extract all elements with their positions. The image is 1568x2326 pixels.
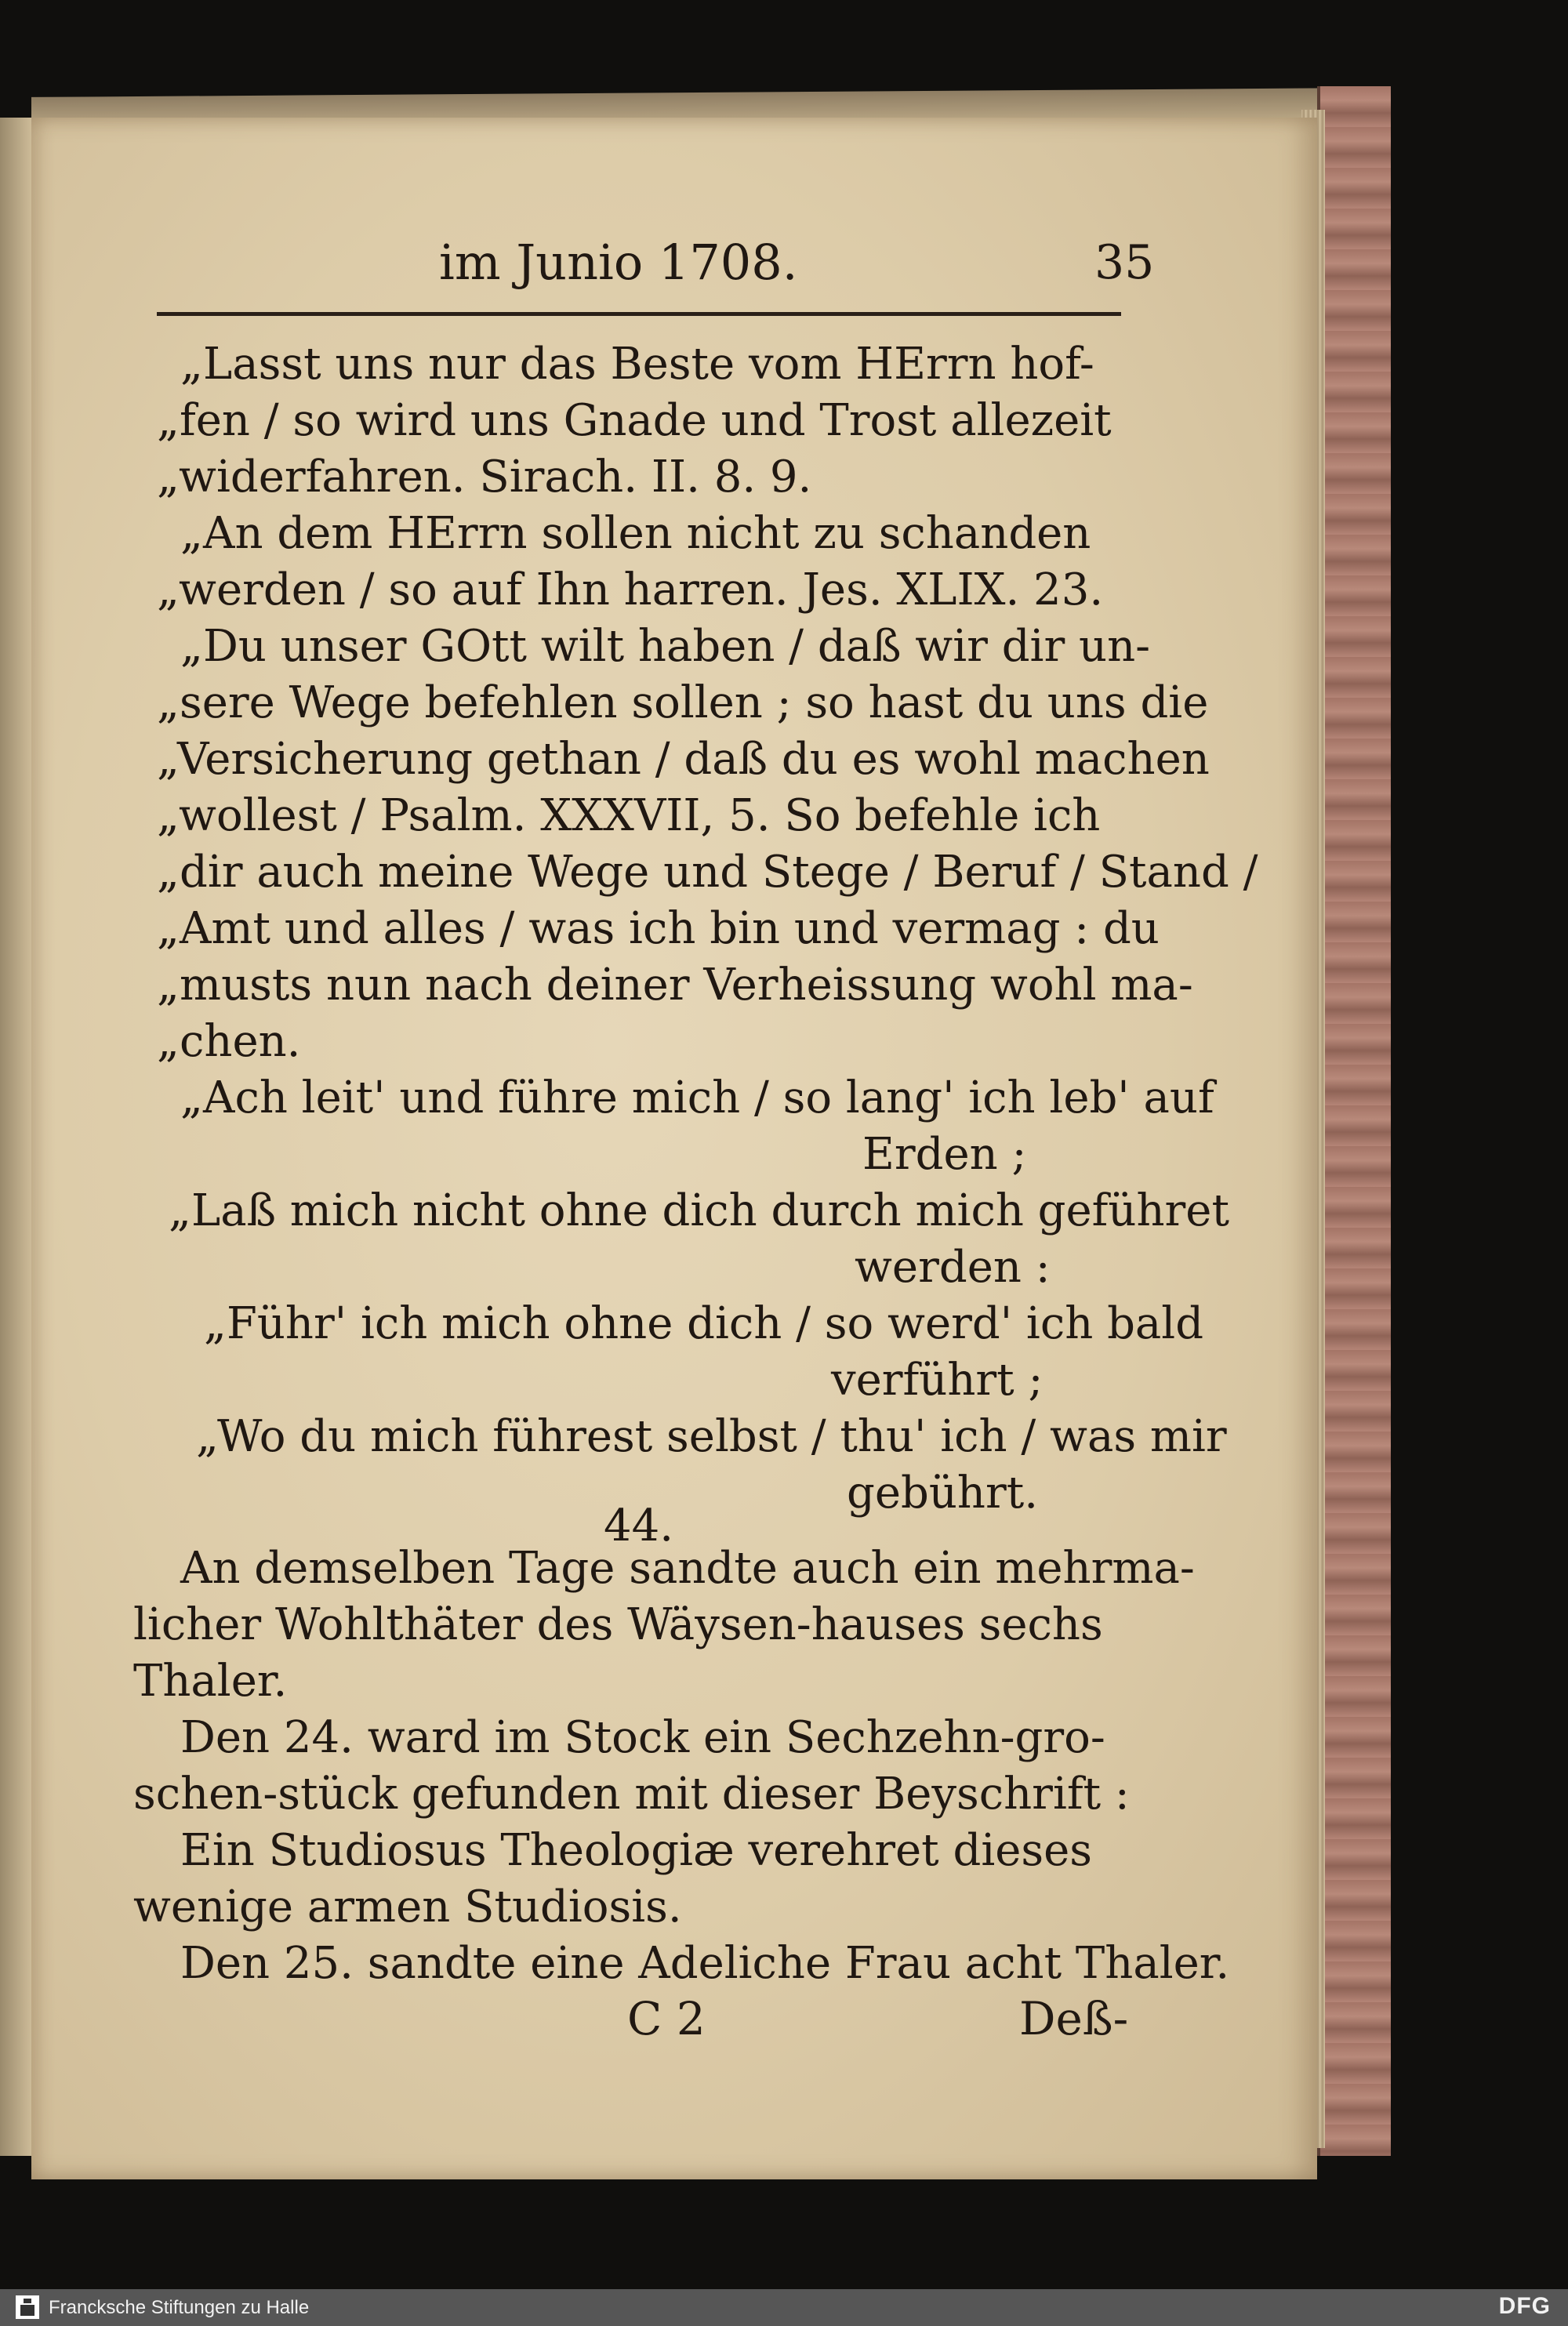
verse-continuation: gebührt. (847, 1468, 1039, 1519)
verse-line: „Ach leit' und führe mich / so lang' ich leb' auf (180, 1072, 1214, 1123)
body-line: Den 24. ward im Stock ein Sechzehn-gro- (180, 1712, 1105, 1763)
body-line: „An dem HErrn sollen nicht zu schanden (180, 508, 1091, 559)
verse-continuation: werden : (855, 1242, 1051, 1293)
body-line: „chen. (157, 1016, 301, 1067)
body-line: „wollest / Psalm. XXXVII, 5. So befehle ich (157, 790, 1101, 841)
body-line: schen-stück gefunden mit dieser Beyschrift : (133, 1769, 1130, 1820)
header-rule (157, 312, 1121, 316)
body-line: licher Wohlthäter des Wäysen-hauses sechs (133, 1599, 1103, 1650)
verse-continuation: verführt ; (831, 1355, 1044, 1406)
body-line: „sere Wege befehlen sollen ; so hast du uns die (157, 677, 1209, 728)
catchword: Deß- (1019, 1992, 1129, 2045)
verse-continuation: Erden ; (862, 1129, 1027, 1180)
body-line: „Amt und alles / was ich bin und vermag : du (157, 903, 1160, 954)
body-line: „fen / so wird uns Gnade und Trost allezeit (157, 395, 1112, 446)
book-cover-edge (1317, 86, 1391, 2156)
page-number: 35 (1094, 235, 1155, 290)
institution-name: Francksche Stiftungen zu Halle (49, 2297, 310, 2318)
body-line: Ein Studiosus Theologiæ verehret dieses (180, 1825, 1092, 1876)
left-page-edge (0, 118, 34, 2156)
dfg-logo: DFG (1498, 2293, 1551, 2319)
body-line: „Lasst uns nur das Beste vom HErrn hof- (180, 339, 1094, 390)
body-line: „widerfahren. Sirach. II. 8. 9. (157, 452, 812, 503)
institution-logo-icon (14, 2294, 41, 2321)
running-header: im Junio 1708. (439, 234, 798, 291)
body-line: „Versicherung gethan / daß du es wohl machen (157, 734, 1210, 785)
section-number: 44. (604, 1500, 674, 1551)
signature-mark: C 2 (627, 1992, 706, 2045)
verse-line: „Führ' ich mich ohne dich / so werd' ich bald (204, 1298, 1204, 1349)
body-line: „musts nun nach deiner Verheissung wohl ma- (157, 960, 1193, 1011)
body-line: „werden / so auf Ihn harren. Jes. XLIX. 23. (157, 564, 1104, 615)
verse-line: „Wo du mich führest selbst / thu' ich / was mir (196, 1411, 1227, 1462)
body-line: Den 25. sandte eine Adeliche Frau acht Thaler. (180, 1938, 1230, 1989)
body-line: wenige armen Studiosis. (133, 1881, 682, 1932)
body-line: „Du unser GOtt wilt haben / daß wir dir un- (180, 621, 1151, 672)
body-line: „dir auch meine Wege und Stege / Beruf / Stand / (157, 847, 1258, 898)
body-line: An demselben Tage sandte auch ein mehrma- (180, 1543, 1195, 1594)
body-line: Thaler. (133, 1656, 288, 1707)
verse-line: „Laß mich nicht ohne dich durch mich geführet (169, 1185, 1229, 1236)
